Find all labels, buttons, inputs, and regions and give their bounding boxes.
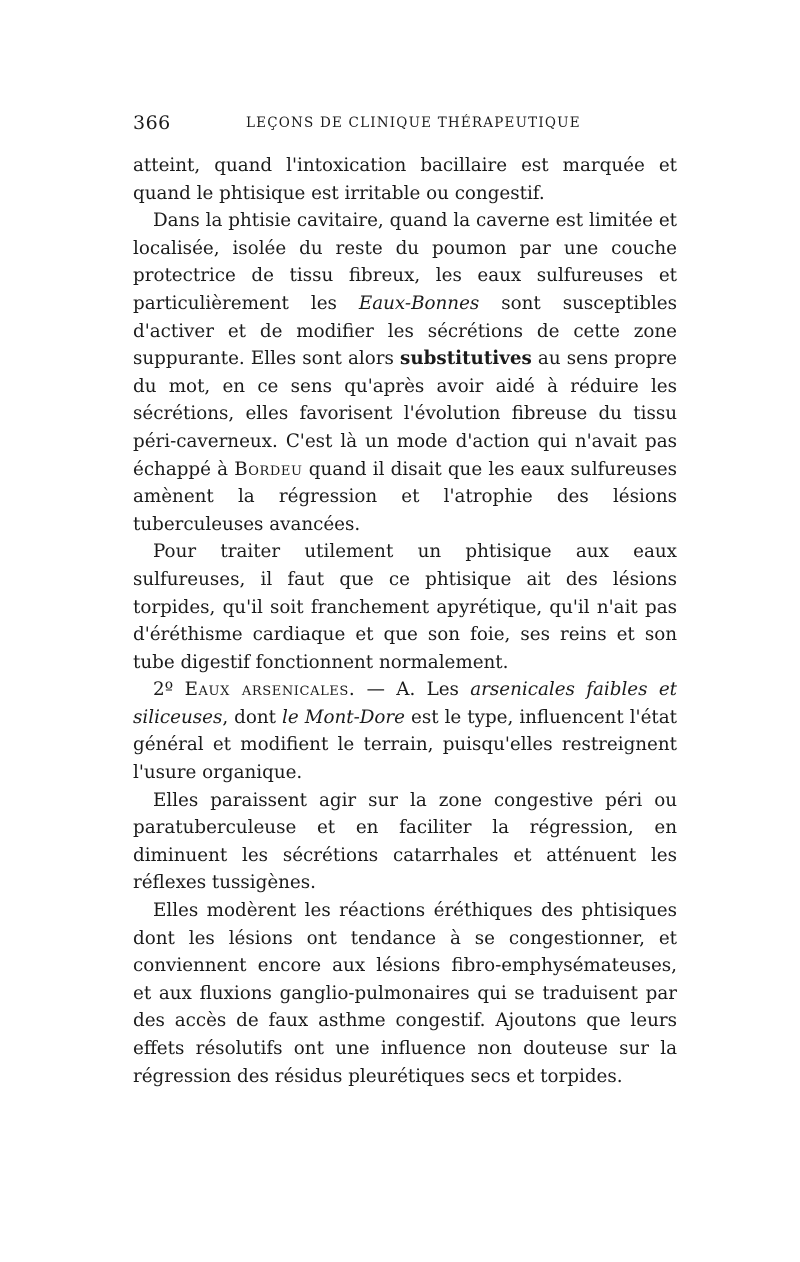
page-header	[133, 112, 679, 142]
paragraph-4-number: 2º	[153, 679, 174, 701]
page-number: 366	[133, 112, 171, 134]
paragraph-2-part-2: sont susceptibles d'activer et de modifier les sécrétions de cette zone suppurante. Elles sont alors	[133, 292, 677, 370]
paragraph-2	[133, 207, 677, 538]
paragraph-4-italic-1: arsenicales faibles et siliceuses	[133, 679, 677, 728]
body-text	[133, 152, 677, 1090]
paragraph-2-part-4: quand il disait que les eaux sulfureuses amènent la régression et l'atrophie des lésions tuberculeuses avancées.	[133, 458, 677, 535]
paragraph-2-part-3: au sens propre du mot, en ce sens qu'après avoir aidé à réduire les sécrétions, elles favorisent l'évolution fibreuse du tissu péri-caverneux. C'est là un mode d'action qui n'avait pas échappé à	[133, 348, 677, 480]
paragraph-4-part-3: est le type, influencent l'état général et modifient le terrain, puisqu'elles restreignent l'usure organique.	[133, 706, 677, 784]
paragraph-4-italic-2: le Mont-Dore	[282, 706, 405, 728]
paragraph-6	[133, 897, 677, 1090]
paragraph-2-italic-place: Eaux-Bonnes	[358, 292, 480, 314]
paragraph-5	[133, 787, 677, 897]
paragraph-4-section-heading: Eaux arsenicales.	[184, 679, 356, 701]
paragraph-2-author-name: Bordeu	[234, 458, 303, 480]
paragraph-5-text: Elles paraissent agir sur la zone congestive péri ou paratuberculeuse et en faciliter la régression, en diminuent les sécrétions catarrhales et atténuent les réflexes tussigènes.	[133, 789, 677, 894]
paragraph-4	[133, 676, 677, 786]
paragraph-1-text: atteint, quand l'intoxication bacillaire est marquée et quand le phtisique est irritable ou congestif.	[133, 155, 677, 204]
paragraph-3-text: Pour traiter utilement un phtisique aux eaux sulfureuses, il faut que ce phtisique ait des lésions torpides, qu'il soit franchement apyrétique, qu'il n'ait pas d'éréthisme cardiaque et que son foie, ses reins et son tube digestif fonctionnent normalement.	[133, 541, 677, 673]
paragraph-3	[133, 538, 677, 676]
paragraph-4-part-1: — A. Les	[355, 679, 471, 701]
paragraph-4-part-2: , dont	[222, 706, 283, 728]
paragraph-6-text: Elles modèrent les réactions éréthiques des phtisiques dont les lésions ont tendance à se congestionner, et conviennent encore aux lésions fibro-emphysémateuses, et aux fluxions ganglio-pulmonaires qui se traduisent par des accès de faux asthme congestif. Ajoutons que leurs effets résolutifs ont une influence non douteuse sur la régression des résidus pleurétiques secs et torpides.	[133, 900, 677, 1087]
paragraph-2-part-1: Dans la phtisie cavitaire, quand la caverne est limitée et localisée, isolée du reste du poumon par une couche protectrice de tissu fibreux, les eaux sulfureuses et particulièrement les	[133, 210, 677, 314]
paragraph-1	[133, 152, 677, 207]
paragraph-2-bold-term: substitutives	[400, 348, 532, 370]
running-title: LEÇONS DE CLINIQUE THÉRAPEUTIQUE	[246, 115, 581, 131]
